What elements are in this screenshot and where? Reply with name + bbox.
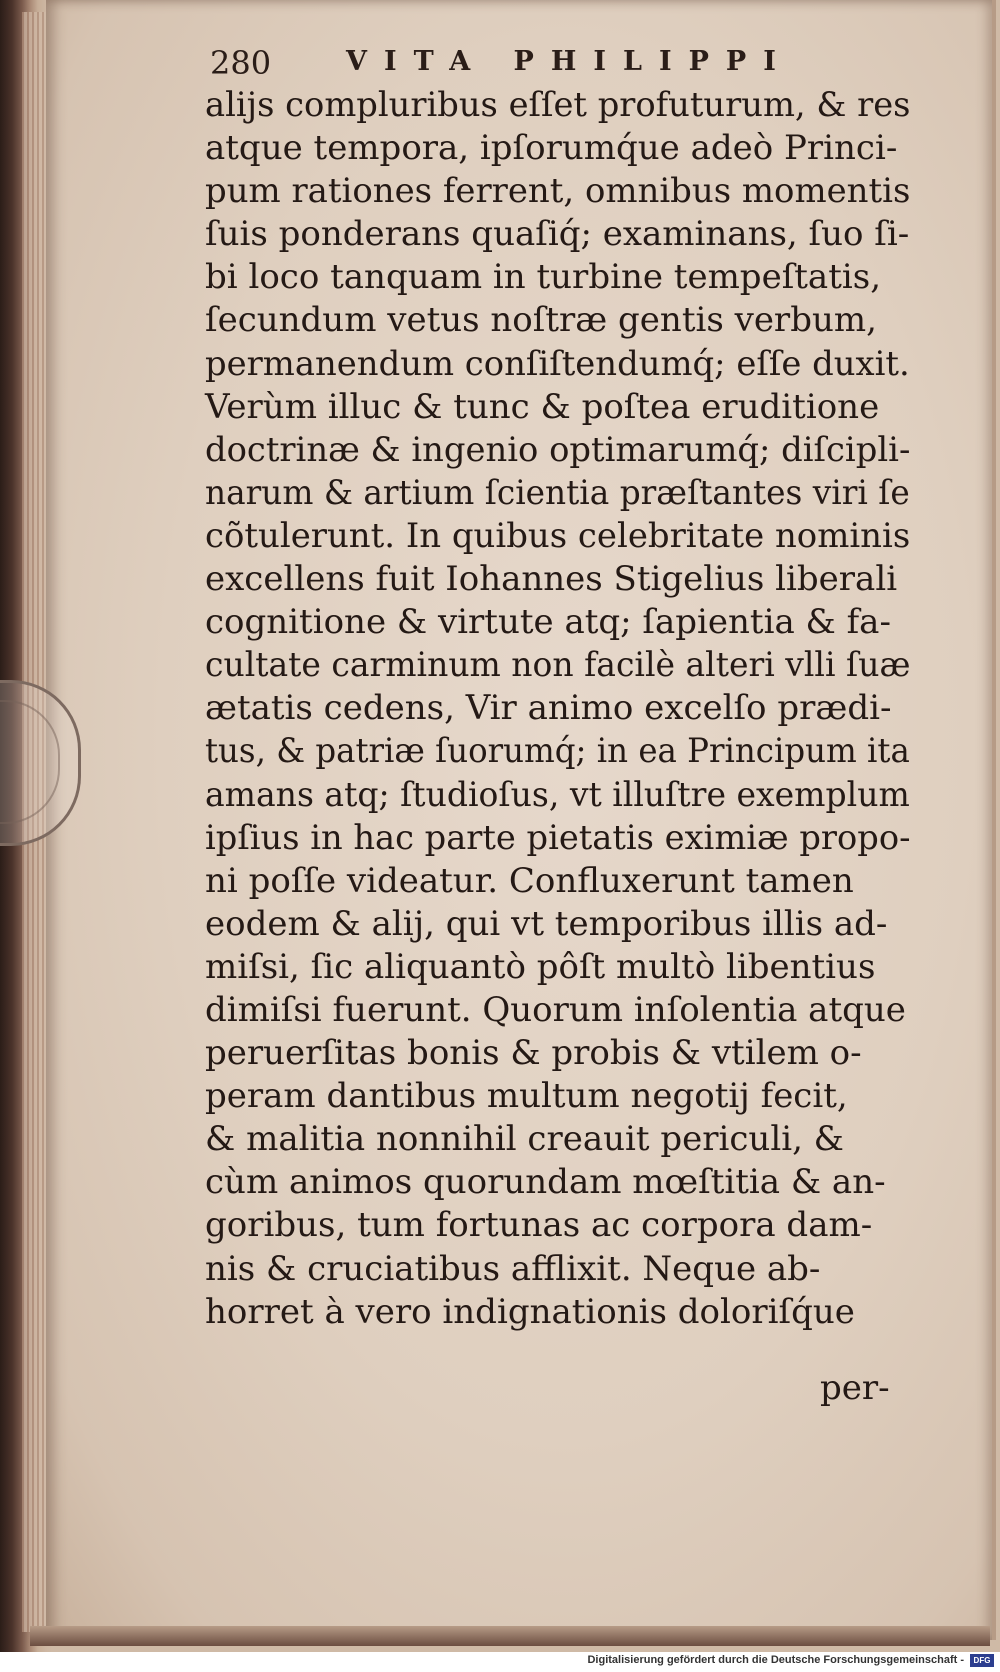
text-line: ni poſſe videatur. Confluxerunt tamen [205,860,854,901]
text-line: alijs compluribus eſſet profuturum, & res [205,85,911,125]
text-line: tus, & patriæ ſuorumq́; in ea Principum ita [205,731,910,772]
text-line: pum rationes ferrent, omnibus momentis [205,171,911,212]
text-line: Verùm illuc & tunc & poſtea eruditione [205,386,880,427]
text-line: miſsi, ſic aliquantò pôſt multò libentius [205,946,876,987]
text-line: ſuis ponderans quaſiq́; examinans, ſuo ſi- [205,214,910,255]
text-line: goribus, tum fortunas ac corpora dam- [205,1205,873,1246]
text-line: nis & cruciatibus afflixit. Neque ab- [205,1248,821,1289]
text-line: bi loco tanquam in turbine tempeſtatis, [205,257,881,298]
running-head: VITA PHILIPPI [346,46,793,77]
text-line: cognitione & virtute atq; ſapientia & fa- [205,602,891,643]
text-line: atque tempora, ipſorumq́ue adeò Princi- [205,128,898,169]
text-line: ætatis cedens, Vir animo excelſo prædi- [205,688,892,729]
text-line: cultate carminum non facilè alteri vlli ſuæ [205,645,911,686]
page-header [210,44,810,84]
text-line: peruerſitas bonis & probis & vtilem o- [205,1033,862,1074]
text-line: horret à vero indignationis doloriſq́ue [205,1291,855,1332]
text-line: peram dantibus multum negotij fecit, [205,1076,848,1117]
text-line: cõtulerunt. In quibus celebritate nominis [205,515,911,556]
text-line: permanendum conſiſtendumq́; eſſe duxit. [205,343,910,384]
text-line: amans atq; ſtudioſus, vt illuſtre exemplum [205,774,910,815]
page-number: 280 [210,44,272,82]
text-line: excellens fuit Iohannes Stigelius liberali [205,559,898,600]
text-line: & malitia nonnihil creauit periculi, & [205,1119,844,1160]
text-line: cùm animos quorundam mœſtitia & an- [205,1162,886,1203]
text-line: eodem & alij, qui vt temporibus illis ad- [205,903,888,944]
text-line: dimiſsi fuerunt. Quorum inſolentia atque [205,989,906,1030]
body-text [205,84,910,1334]
book-bottom-edge [30,1626,990,1646]
catchword: per- [820,1368,890,1408]
funding-credit: Digitalisierung gefördert durch die Deutsche Forschungsgemeinschaft - [587,1654,964,1666]
text-line: doctrinæ & ingenio optimarumq́; diſcipli- [205,429,911,470]
dfg-logo-icon: DFG [970,1654,994,1667]
text-line: ipſius in hac parte pietatis eximiæ propo- [205,817,911,858]
text-line: narum & artium ſcientia præſtantes viri ſe [205,472,910,513]
text-line: ſecundum vetus noſtræ gentis verbum, [205,300,877,341]
